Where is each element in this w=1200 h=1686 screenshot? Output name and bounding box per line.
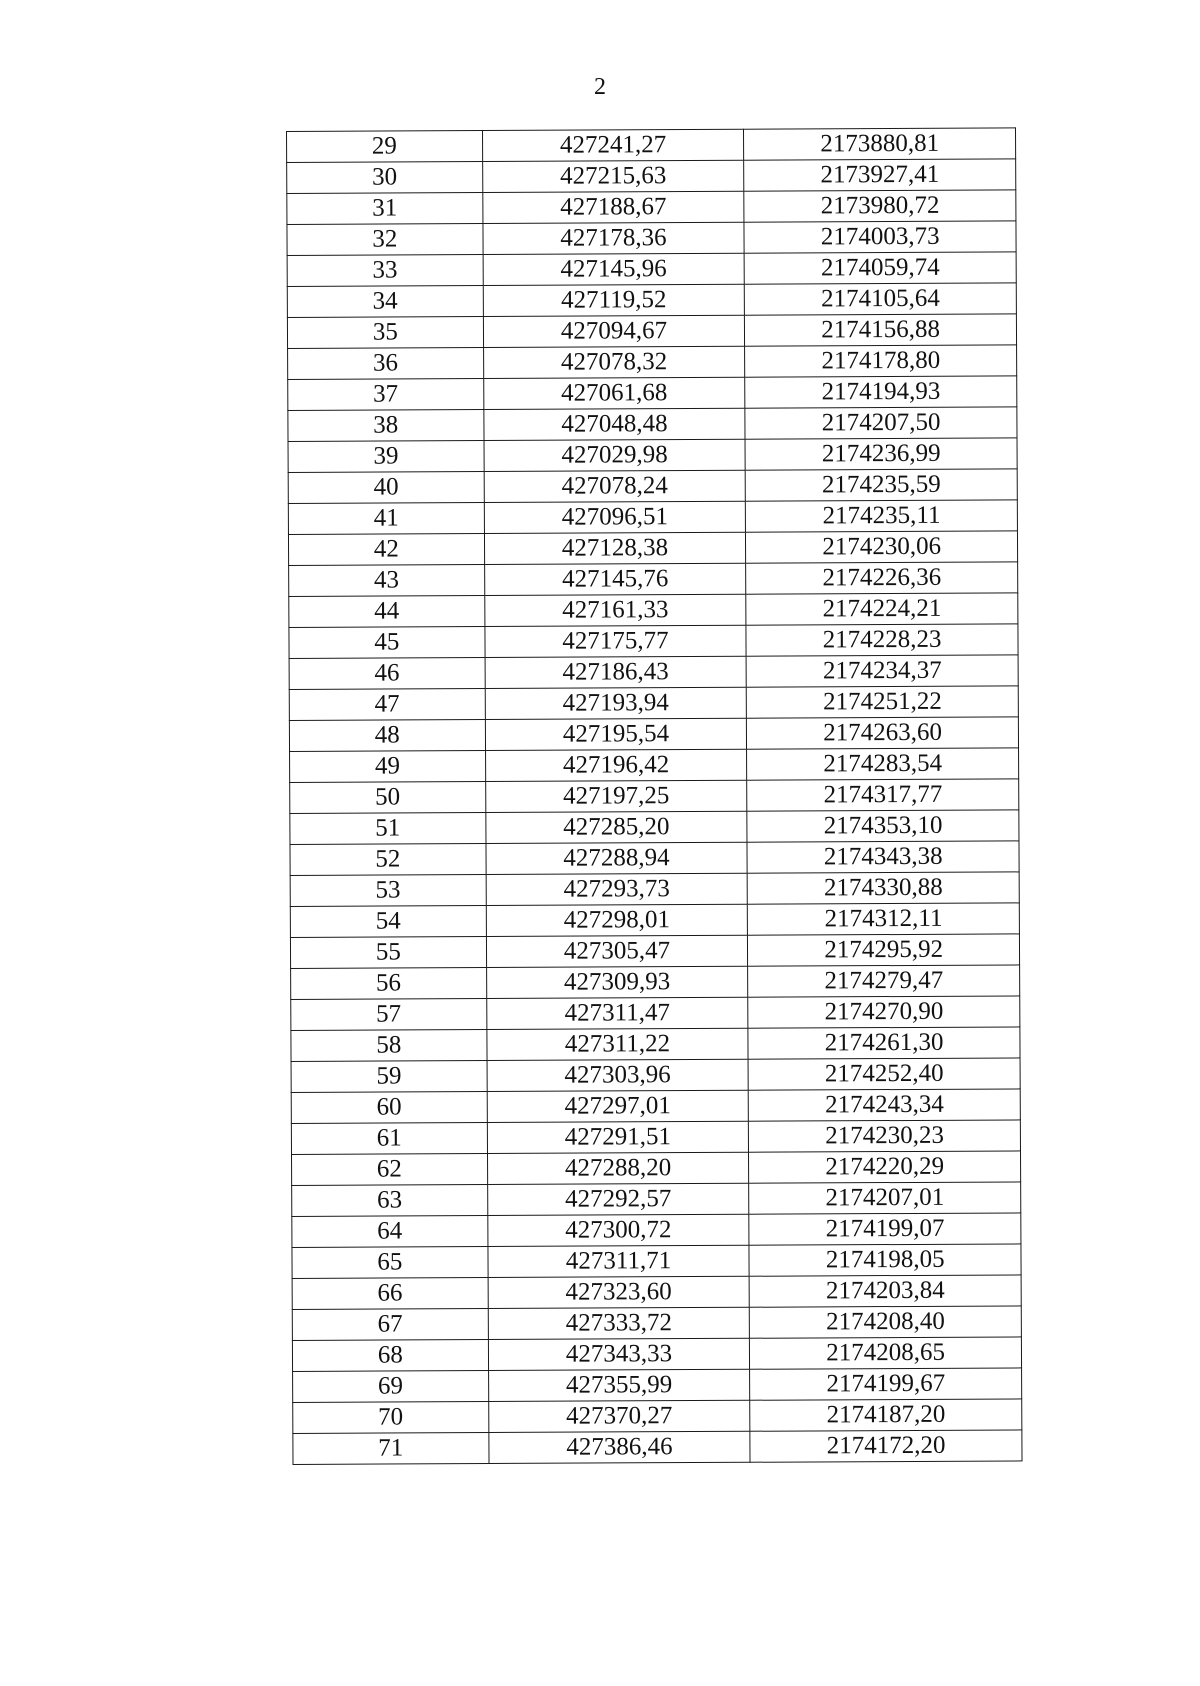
x-coordinate-cell: 427297,01	[487, 1090, 749, 1122]
point-number-cell: 64	[292, 1216, 488, 1248]
table-row	[291, 1058, 1020, 1093]
x-coordinate-cell: 427145,96	[483, 253, 745, 285]
point-number-cell: 71	[293, 1433, 489, 1465]
point-number-cell: 54	[290, 906, 486, 938]
point-number-cell: 63	[292, 1185, 488, 1217]
x-coordinate-cell: 427303,96	[487, 1059, 749, 1091]
point-number-cell: 39	[288, 441, 484, 473]
point-number-cell: 41	[288, 503, 484, 535]
table-row	[289, 624, 1018, 659]
x-coordinate-cell: 427128,38	[484, 532, 746, 564]
x-coordinate-cell: 427193,94	[485, 687, 747, 719]
x-coordinate-cell: 427188,67	[482, 191, 744, 223]
y-coordinate-cell: 2174226,36	[746, 562, 1018, 594]
table-row	[293, 1399, 1022, 1434]
table-row	[289, 717, 1018, 752]
x-coordinate-cell: 427195,54	[485, 718, 747, 750]
table-row	[290, 841, 1019, 876]
point-number-cell: 59	[291, 1061, 487, 1093]
table-row	[288, 376, 1017, 411]
table-row	[293, 1430, 1022, 1465]
x-coordinate-cell: 427145,76	[484, 563, 746, 595]
table-row	[288, 345, 1017, 380]
x-coordinate-cell: 427298,01	[486, 904, 748, 936]
y-coordinate-cell: 2174208,65	[750, 1337, 1022, 1369]
table-row	[290, 903, 1019, 938]
table-row	[287, 252, 1016, 287]
point-number-cell: 43	[289, 565, 485, 597]
y-coordinate-cell: 2174194,93	[745, 376, 1017, 408]
y-coordinate-cell: 2174312,11	[748, 903, 1020, 935]
y-coordinate-cell: 2174252,40	[748, 1058, 1020, 1090]
table-row	[290, 748, 1019, 783]
point-number-cell: 66	[292, 1278, 488, 1310]
y-coordinate-cell: 2174220,29	[749, 1151, 1021, 1183]
x-coordinate-cell: 427186,43	[485, 656, 747, 688]
point-number-cell: 31	[287, 193, 483, 225]
table-row	[288, 407, 1017, 442]
y-coordinate-cell: 2174279,47	[748, 965, 1020, 997]
table-row	[291, 1027, 1020, 1062]
x-coordinate-cell: 427291,51	[487, 1121, 749, 1153]
table-row	[288, 438, 1017, 473]
y-coordinate-cell: 2174207,01	[749, 1182, 1021, 1214]
table-row	[291, 996, 1020, 1031]
x-coordinate-cell: 427311,47	[486, 997, 748, 1029]
point-number-cell: 44	[289, 596, 485, 628]
y-coordinate-cell: 2174243,34	[749, 1089, 1021, 1121]
y-coordinate-cell: 2174156,88	[745, 314, 1017, 346]
x-coordinate-cell: 427196,42	[485, 749, 747, 781]
y-coordinate-cell: 2174234,37	[746, 655, 1018, 687]
y-coordinate-cell: 2174261,30	[748, 1027, 1020, 1059]
x-coordinate-cell: 427241,27	[482, 129, 744, 161]
table-row	[288, 469, 1017, 504]
x-coordinate-cell: 427178,36	[483, 222, 745, 254]
table-row	[289, 655, 1018, 690]
y-coordinate-cell: 2174172,20	[750, 1430, 1022, 1462]
y-coordinate-cell: 2174208,40	[750, 1306, 1022, 1338]
x-coordinate-cell: 427029,98	[484, 439, 746, 471]
point-number-cell: 70	[293, 1402, 489, 1434]
table-row	[291, 965, 1020, 1000]
x-coordinate-cell: 427370,27	[488, 1400, 750, 1432]
table-row	[287, 283, 1016, 318]
y-coordinate-cell: 2174059,74	[744, 252, 1016, 284]
x-coordinate-cell: 427061,68	[483, 377, 745, 409]
x-coordinate-cell: 427096,51	[484, 501, 746, 533]
y-coordinate-cell: 2173880,81	[744, 128, 1016, 160]
x-coordinate-cell: 427311,71	[488, 1245, 750, 1277]
y-coordinate-cell: 2174003,73	[744, 221, 1016, 253]
point-number-cell: 62	[292, 1154, 488, 1186]
point-number-cell: 48	[289, 720, 485, 752]
point-number-cell: 52	[290, 844, 486, 876]
table-row	[292, 1182, 1021, 1217]
y-coordinate-cell: 2174270,90	[748, 996, 1020, 1028]
y-coordinate-cell: 2174235,11	[746, 500, 1018, 532]
point-number-cell: 34	[287, 286, 483, 318]
y-coordinate-cell: 2174198,05	[749, 1244, 1021, 1276]
point-number-cell: 68	[292, 1340, 488, 1372]
x-coordinate-cell: 427094,67	[483, 315, 745, 347]
point-number-cell: 35	[287, 317, 483, 349]
x-coordinate-cell: 427309,93	[486, 966, 748, 998]
x-coordinate-cell: 427175,77	[485, 625, 747, 657]
point-number-cell: 49	[290, 751, 486, 783]
y-coordinate-cell: 2174199,67	[750, 1368, 1022, 1400]
x-coordinate-cell: 427305,47	[486, 935, 748, 967]
point-number-cell: 65	[292, 1247, 488, 1279]
x-coordinate-cell: 427355,99	[488, 1369, 750, 1401]
table-row	[292, 1275, 1021, 1310]
point-number-cell: 37	[288, 379, 484, 411]
x-coordinate-cell: 427197,25	[485, 780, 747, 812]
y-coordinate-cell: 2174230,06	[746, 531, 1018, 563]
y-coordinate-cell: 2174224,21	[746, 593, 1018, 625]
y-coordinate-cell: 2174187,20	[750, 1399, 1022, 1431]
point-number-cell: 60	[291, 1092, 487, 1124]
point-number-cell: 46	[289, 658, 485, 690]
y-coordinate-cell: 2174283,54	[747, 748, 1019, 780]
y-coordinate-cell: 2174330,88	[747, 872, 1019, 904]
point-number-cell: 47	[289, 689, 485, 721]
table-row	[290, 872, 1019, 907]
table-row	[288, 531, 1017, 566]
table-row	[287, 190, 1016, 225]
coordinates-table-body	[287, 128, 1023, 1465]
y-coordinate-cell: 2174199,07	[749, 1213, 1021, 1245]
x-coordinate-cell: 427119,52	[483, 284, 745, 316]
page-number: 2	[594, 74, 606, 100]
table-row	[287, 159, 1016, 194]
x-coordinate-cell: 427215,63	[482, 160, 744, 192]
x-coordinate-cell: 427048,48	[484, 408, 746, 440]
point-number-cell: 50	[290, 782, 486, 814]
x-coordinate-cell: 427293,73	[486, 873, 748, 905]
y-coordinate-cell: 2173980,72	[744, 190, 1016, 222]
point-number-cell: 45	[289, 627, 485, 659]
point-number-cell: 38	[288, 410, 484, 442]
point-number-cell: 69	[293, 1371, 489, 1403]
y-coordinate-cell: 2174178,80	[745, 345, 1017, 377]
table-row	[293, 1368, 1022, 1403]
y-coordinate-cell: 2174235,59	[745, 469, 1017, 501]
y-coordinate-cell: 2174105,64	[745, 283, 1017, 315]
y-coordinate-cell: 2174236,99	[745, 438, 1017, 470]
table-row	[292, 1306, 1021, 1341]
x-coordinate-cell: 427292,57	[487, 1183, 749, 1215]
x-coordinate-cell: 427333,72	[488, 1307, 750, 1339]
table-row	[287, 128, 1016, 163]
table-row	[288, 500, 1017, 535]
y-coordinate-cell: 2174228,23	[746, 624, 1018, 656]
y-coordinate-cell: 2174295,92	[748, 934, 1020, 966]
x-coordinate-cell: 427323,60	[488, 1276, 750, 1308]
point-number-cell: 61	[291, 1123, 487, 1155]
table-row	[292, 1337, 1021, 1372]
y-coordinate-cell: 2174343,38	[747, 841, 1019, 873]
x-coordinate-cell: 427285,20	[485, 811, 747, 843]
point-number-cell: 30	[287, 162, 483, 194]
x-coordinate-cell: 427311,22	[487, 1028, 749, 1060]
y-coordinate-cell: 2173927,41	[744, 159, 1016, 191]
point-number-cell: 29	[287, 131, 483, 163]
coordinates-table	[286, 127, 1023, 1465]
y-coordinate-cell: 2174353,10	[747, 810, 1019, 842]
table-row	[291, 1089, 1020, 1124]
point-number-cell: 40	[288, 472, 484, 504]
table-row	[292, 1151, 1021, 1186]
x-coordinate-cell: 427300,72	[487, 1214, 749, 1246]
table-row	[290, 779, 1019, 814]
point-number-cell: 56	[291, 968, 487, 1000]
x-coordinate-cell: 427078,24	[484, 470, 746, 502]
table-row	[289, 593, 1018, 628]
table-row	[287, 221, 1016, 256]
point-number-cell: 53	[290, 875, 486, 907]
point-number-cell: 58	[291, 1030, 487, 1062]
point-number-cell: 51	[290, 813, 486, 845]
table-row	[292, 1244, 1021, 1279]
y-coordinate-cell: 2174230,23	[749, 1120, 1021, 1152]
point-number-cell: 42	[288, 534, 484, 566]
point-number-cell: 36	[288, 348, 484, 380]
point-number-cell: 57	[291, 999, 487, 1031]
y-coordinate-cell: 2174203,84	[749, 1275, 1021, 1307]
x-coordinate-cell: 427288,94	[486, 842, 748, 874]
table-row	[289, 562, 1018, 597]
table-row	[292, 1213, 1021, 1248]
table-row	[287, 314, 1016, 349]
y-coordinate-cell: 2174317,77	[747, 779, 1019, 811]
table-row	[290, 810, 1019, 845]
table-row	[290, 934, 1019, 969]
y-coordinate-cell: 2174251,22	[747, 686, 1019, 718]
point-number-cell: 33	[287, 255, 483, 287]
point-number-cell: 32	[287, 224, 483, 256]
x-coordinate-cell: 427288,20	[487, 1152, 749, 1184]
x-coordinate-cell: 427386,46	[489, 1431, 751, 1463]
x-coordinate-cell: 427078,32	[483, 346, 745, 378]
x-coordinate-cell: 427161,33	[484, 594, 746, 626]
x-coordinate-cell: 427343,33	[488, 1338, 750, 1370]
y-coordinate-cell: 2174263,60	[747, 717, 1019, 749]
table-row	[289, 686, 1018, 721]
table-row	[291, 1120, 1020, 1155]
point-number-cell: 67	[292, 1309, 488, 1341]
y-coordinate-cell: 2174207,50	[745, 407, 1017, 439]
point-number-cell: 55	[290, 937, 486, 969]
